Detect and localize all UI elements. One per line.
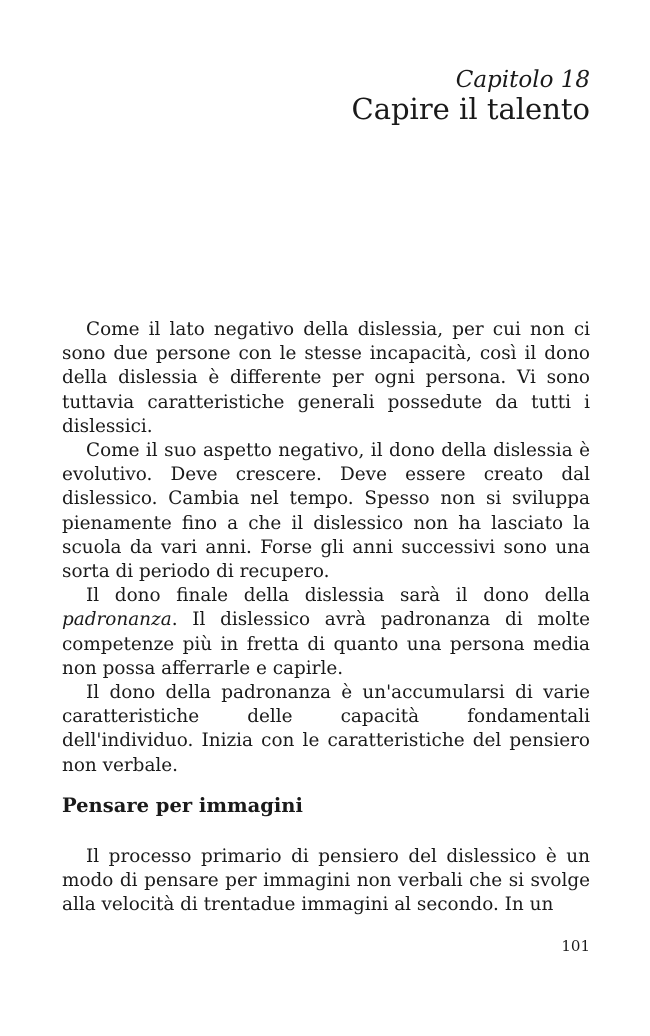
paragraph-3-emphasis: padronanza [62, 609, 172, 631]
paragraph-3 [62, 584, 590, 681]
page-number: 101 [561, 937, 590, 955]
section-heading: Pensare per immagini [62, 794, 303, 817]
paragraph-4: Il dono della padronanza è un'accumularsi di varie caratteristiche delle capacità fondamentali dell'individuo. Inizia con le caratteristiche del pensiero non verbale. [62, 682, 590, 776]
chapter-number: Capitolo 18 [455, 67, 590, 93]
section-body [62, 845, 590, 918]
chapter-title: Capire il talento [351, 92, 590, 126]
section-paragraph: Il processo primario di pensiero del dislessico è un modo di pensare per immagini non verbali che si svolge alla velocità di trentadue immagini al secondo. In un [62, 846, 590, 916]
paragraph-3-end: . Il dislessico avrà padronanza di molte competenze più in fretta di quanto una persona media non possa afferrarle e capirle. [62, 609, 590, 679]
paragraph-3-start: Il dono finale della dislessia sarà il dono della [86, 585, 590, 607]
paragraph-2: Come il suo aspetto negativo, il dono della dislessia è evolutivo. Deve crescere. Deve essere creato dal dislessico. Cambia nel tempo. Spesso non si sviluppa pienamente fino a che il dislessico non ha lasciato la scuola da vari anni. Forse gli anni successivi sono una sorta di periodo di recupero. [62, 440, 590, 583]
chapter-body [62, 318, 590, 778]
paragraph-1: Come il lato negativo della dislessia, per cui non ci sono due persone con le stesse incapacità, così il dono della dislessia è differente per ogni persona. Vi sono tuttavia caratteristiche generali possedute da tutti i dislessici. [62, 319, 590, 437]
